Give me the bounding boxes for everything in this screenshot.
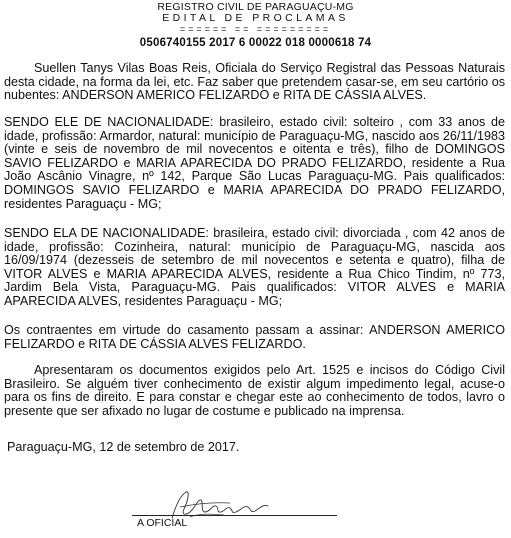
place-date: Paraguaçu-MG, 12 de setembro de 2017.: [7, 440, 240, 454]
documents-paragraph: Apresentaram os documentos exigidos pelo Art. 1525 e incisos do Código Civil Brasileiro. Se alguém tiver conhecimento de existir algum impedimento legal, acuse-o para os fins de direito. E para constar e chegar este ao conhecimento de todos, lavro o presente que ser afixado no lugar de costume e publicado na imprensa.: [4, 363, 505, 418]
groom-paragraph: SENDO ELE DE NACIONALIDADE: brasileiro, estado civil: solteiro , com 33 anos de idade, profissão: Armardor, natural: município de Paraguaçu-MG, nascido aos 26/11/1983 (vinte e seis de novembro de mil novecentos e oitenta e três), filho de DOMINGOS SAVIO FELIZARDO e MARIA APARECIDA DO PRADO FELIZARDO, residente a Rua João Ascânio Vinagre, nº 142, Parque São Lucas Paraguaçu-MG. Pais qualificados: DOMINGOS SAVIO FELIZARDO e MARIA APARECIDA DO PRADO FELIZARDO, residentes Paraguaçu - MG;: [4, 115, 505, 211]
title-underline-rule: ====== == =========: [179, 24, 332, 34]
registry-heading: REGISTRO CIVIL DE PARAGUAÇU-MG: [157, 1, 354, 13]
intro-paragraph: Suellen Tanys Vilas Boas Reis, Oficiala do Serviço Registral das Pessoas Naturais desta cidade, na forma da lei, etc. Faz saber que pretendem casar-se, em seu cartório os nubentes: ANDERSON AMERICO FELIZARDO e RITA DE CÁSSIA ALVES.: [4, 61, 505, 103]
contracting-names-paragraph: Os contraentes em virtude do casamento passam a assinar: ANDERSON AMERICO FELIZARDO e RITA DE CÁSSIA ALVES FELIZARDO.: [4, 323, 505, 351]
signature-label: A OFICIAL: [137, 517, 188, 529]
registration-number: 0506740155 2017 6 00022 018 0000618 74: [139, 37, 372, 49]
signature-line: [132, 515, 337, 516]
edital-title: EDITAL DE PROCLAMAS: [162, 12, 349, 24]
bride-paragraph: SENDO ELA DE NACIONALIDADE: brasileira, estado civil: divorciada , com 42 anos de idade, profissão: Cozinheira, natural: município de Paraguaçu-MG, nascida aos 16/09/1974 (dezesseis de setembro de mil novecentos e setenta e quatro), filha de VITOR ALVES e MARIA APARECIDA ALVES, residente a Rua Chico Tindim, nº 773, Jardim Bela Vista, Paraguaçu-MG. Pais qualificados: VITOR ALVES e MARIA APARECIDA ALVES, residentes Paraguaçu - MG;: [4, 226, 505, 308]
